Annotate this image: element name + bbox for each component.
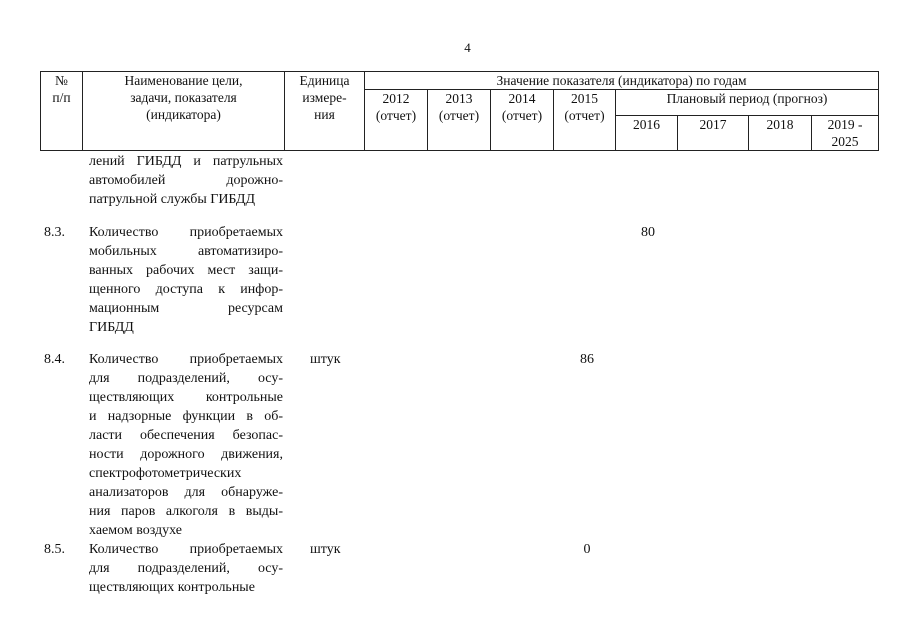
- header-number: № п/п: [41, 72, 83, 151]
- row-unit: штук: [310, 352, 341, 367]
- header-year-2014: 2014 (отчет): [491, 90, 554, 151]
- row-value-2015: 86: [580, 352, 594, 367]
- row-value-2015: 0: [583, 542, 591, 557]
- page-number: 4: [464, 40, 471, 55]
- header-year-2012: 2012 (отчет): [365, 90, 428, 151]
- row-indicator-name: Количество приобретаемых для подразделений, осу- ществляющих контрольные: [89, 542, 283, 595]
- row-indicator-name: Количество приобретаемых мобильных автоматизиро- ванных рабочих мест защи- щенного доступа к инфор- мационным ресурсам ГИБДД: [89, 225, 283, 335]
- header-unit: Единица измере- ния: [285, 72, 365, 151]
- row-unit: штук: [310, 542, 341, 557]
- row-value-2016: 80: [641, 225, 655, 240]
- row-number: 8.4.: [44, 352, 65, 367]
- header-name: Наименование цели, задачи, показателя (индикатора): [83, 72, 285, 151]
- header-plan-period: Плановый период (прогноз): [616, 90, 879, 116]
- table-header: [40, 71, 879, 151]
- header-year-2015: 2015 (отчет): [554, 90, 616, 151]
- header-year-2013: 2013 (отчет): [428, 90, 491, 151]
- row-number: 8.5.: [44, 542, 65, 557]
- header-year-2016: 2016: [616, 116, 678, 151]
- header-year-2017: 2017: [678, 116, 749, 151]
- header-values-by-year: Значение показателя (индикатора) по годам: [365, 72, 879, 90]
- table-row-continuation: лений ГИБДД и патрульных автомобилей дорожно- патрульной службы ГИБДД: [89, 154, 283, 207]
- header-year-2019-2025: 2019 - 2025: [812, 116, 879, 151]
- row-indicator-name: Количество приобретаемых для подразделений, осу- ществляющих контрольные и надзорные функции в об- ласти обеспечения безопас- ности дорожного движения, спектрофотометрических анализаторов для обнаруже- ния паров алкоголя в выды- хаемом воздухе: [89, 352, 283, 538]
- header-year-2018: 2018: [749, 116, 812, 151]
- row-number: 8.3.: [44, 225, 65, 240]
